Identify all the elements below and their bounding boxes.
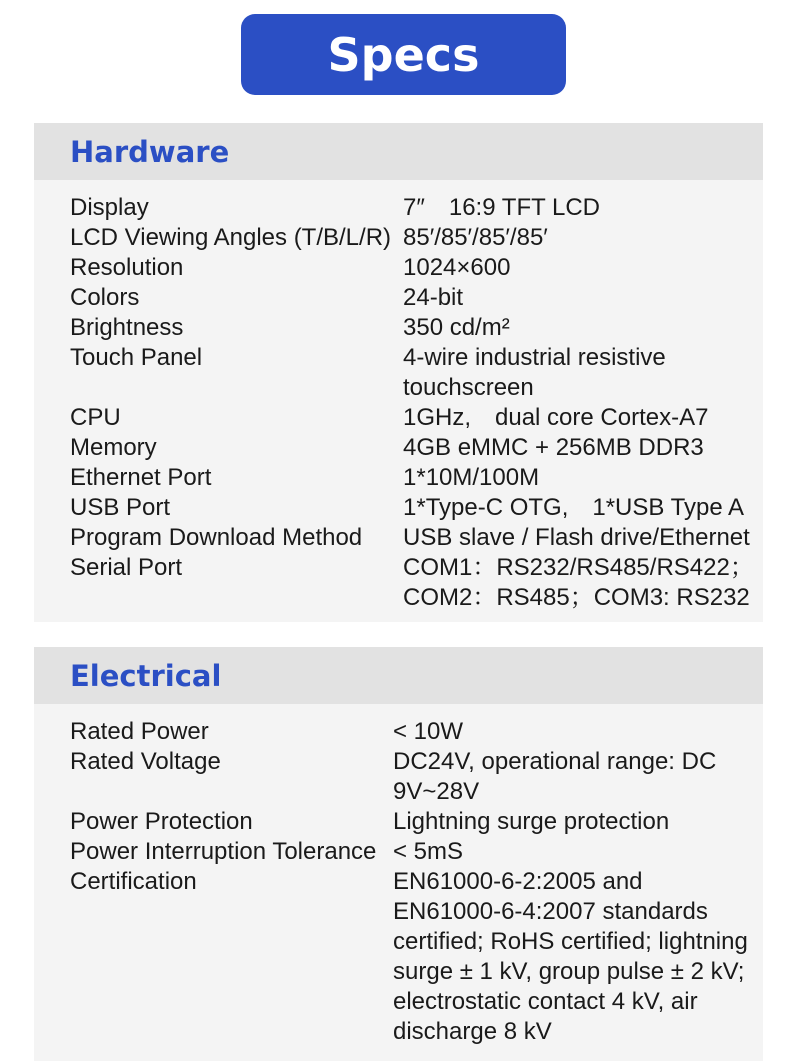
spec-value: 1*10M/100M — [403, 464, 540, 491]
spec-value: 350 cd/m² — [403, 314, 510, 341]
spec-row-rated-power — [34, 717, 763, 747]
spec-value: DC24V, operational range: DC 9V~28V — [393, 748, 717, 805]
spec-label: Display — [70, 194, 149, 221]
spec-row-cpu — [34, 403, 763, 433]
spec-row-ethernet-port — [34, 463, 763, 493]
spec-label: Program Download Method — [70, 524, 363, 551]
spec-row-touch-panel — [34, 343, 763, 403]
spec-label: USB Port — [70, 494, 171, 521]
hardware-section — [34, 123, 763, 622]
spec-label: Rated Voltage — [70, 748, 221, 775]
spec-label: CPU — [70, 404, 121, 431]
spec-label: Power Interruption Tolerance — [70, 838, 377, 865]
spec-row-program-download — [34, 523, 763, 553]
spec-row-rated-voltage — [34, 747, 763, 807]
spec-value: COM1：RS232/RS485/RS422；COM2：RS485；COM3: RS232 — [403, 554, 754, 611]
spec-row-power-interruption — [34, 837, 763, 867]
spec-value: USB slave / Flash drive/Ethernet — [403, 524, 750, 551]
spec-row-brightness — [34, 313, 763, 343]
spec-value: EN61000-6-2:2005 and EN61000-6-4:2007 standards certified; RoHS certified; lightning surge ± 1 kV, group pulse ± 2 kV; electrostatic contact 4 kV, air discharge 8 kV — [393, 868, 748, 1045]
spec-label: Memory — [70, 434, 157, 461]
spec-label: Colors — [70, 284, 140, 311]
spec-row-viewing-angles — [34, 223, 763, 253]
spec-row-memory — [34, 433, 763, 463]
spec-label: Serial Port — [70, 554, 183, 581]
electrical-section — [34, 647, 763, 1061]
spec-value: 1GHz, dual core Cortex-A7 — [403, 404, 709, 431]
spec-label: Rated Power — [70, 718, 209, 745]
spec-label: Touch Panel — [70, 344, 203, 371]
specs-title: Specs — [241, 14, 566, 95]
spec-value: 85′/85′/85′/85′ — [403, 224, 548, 251]
spec-value: 24-bit — [403, 284, 464, 311]
spec-row-serial-port — [34, 553, 763, 613]
spec-label: Certification — [70, 868, 197, 895]
spec-value: < 5mS — [393, 838, 464, 865]
spec-value: 1024×600 — [403, 254, 511, 281]
spec-label: LCD Viewing Angles (T/B/L/R) — [70, 224, 392, 251]
hardware-spec-list — [34, 180, 763, 613]
spec-row-resolution — [34, 253, 763, 283]
spec-row-certification — [34, 867, 763, 1047]
spec-label: Brightness — [70, 314, 184, 341]
spec-value: Lightning surge protection — [393, 808, 670, 835]
spec-row-usb-port — [34, 493, 763, 523]
electrical-spec-list — [34, 704, 763, 1047]
spec-row-colors — [34, 283, 763, 313]
spec-value: < 10W — [393, 718, 464, 745]
spec-value: 1*Type-C OTG, 1*USB Type A — [403, 494, 745, 521]
spec-label: Power Protection — [70, 808, 253, 835]
spec-row-display — [34, 193, 763, 223]
electrical-heading: Electrical — [34, 647, 763, 704]
spec-value: 4GB eMMC + 256MB DDR3 — [403, 434, 704, 461]
spec-row-power-protection — [34, 807, 763, 837]
spec-value: 4-wire industrial resistive touchscreen — [403, 344, 666, 401]
spec-value: 7″ 16:9 TFT LCD — [403, 194, 601, 221]
spec-label: Resolution — [70, 254, 184, 281]
spec-label: Ethernet Port — [70, 464, 212, 491]
hardware-heading: Hardware — [34, 123, 763, 180]
